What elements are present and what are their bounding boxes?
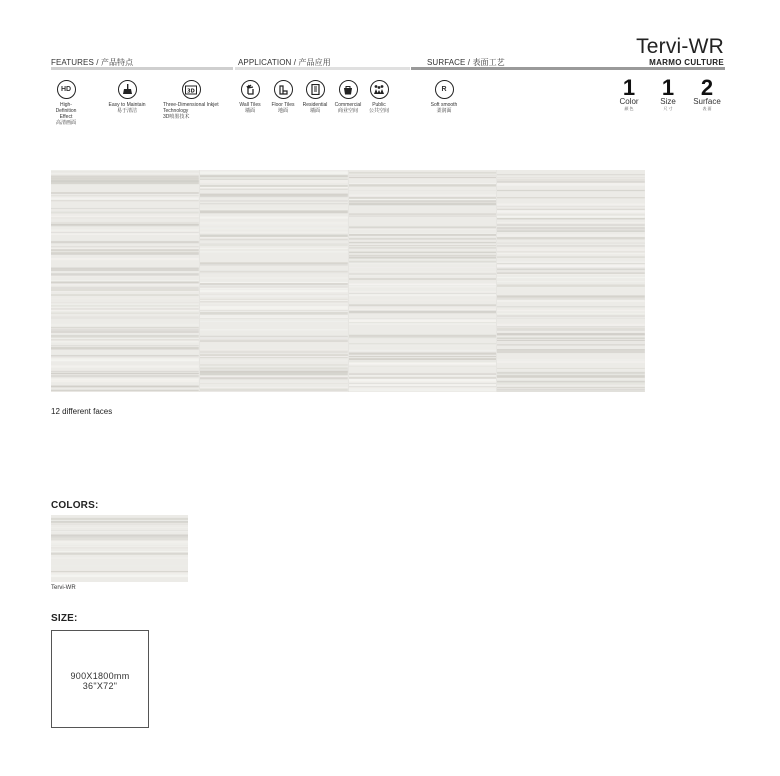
stat-color-label: Color [619, 97, 639, 106]
feature-label: Easy to Maintain [108, 102, 146, 108]
face-tile [51, 244, 199, 317]
stat-size-count: 1 [661, 75, 675, 100]
stat-size-label: Size [660, 97, 676, 106]
feature-3d-inkjet [163, 80, 219, 120]
application-residential [300, 80, 330, 114]
3d-icon [182, 80, 201, 99]
face-tile [349, 319, 497, 392]
face-tile [51, 170, 199, 243]
faces-grid [51, 170, 645, 392]
r-icon: R [435, 80, 454, 99]
brand-name: MARMO CULTURE [649, 58, 724, 67]
size-imperial: 36"X72" [82, 681, 118, 691]
application-label: Wall Tiles [239, 102, 261, 108]
application-section-heading: APPLICATION / 产品应用 [238, 58, 331, 67]
surface-label: Soft smooth [430, 102, 458, 108]
size-metric: 900X1800mm [70, 671, 130, 681]
application-label-cn: 墙面 [244, 108, 255, 114]
surface-section-heading: SURFACE / 表面工艺 [427, 58, 505, 67]
stat-surface [687, 75, 727, 112]
stat-surface-label-cn: 表 面 [702, 106, 712, 111]
face-tile [200, 244, 348, 317]
features-divider-bar [51, 67, 233, 70]
stat-size [648, 75, 688, 112]
surface-divider-bar [411, 67, 725, 70]
size-box [51, 630, 149, 728]
application-floor-tiles [268, 80, 298, 114]
face-tile [51, 319, 199, 392]
application-label-cn: 地面 [277, 108, 288, 114]
size-heading: SIZE: [51, 613, 78, 624]
floor-tiles-icon [274, 80, 293, 99]
face-tile [497, 170, 645, 243]
faces-caption: 12 different faces [51, 407, 113, 416]
face-tile [497, 319, 645, 392]
application-label-cn: 公共空间 [368, 108, 389, 114]
surface-soft-smooth [425, 80, 463, 114]
color-swatch-tervi-wr[interactable] [51, 515, 188, 582]
stat-color-label-cn: 颜 色 [624, 106, 634, 111]
face-tile [497, 244, 645, 317]
residential-icon [306, 80, 325, 99]
application-public [365, 80, 393, 114]
feature-label: Three-Dimensional Inkjet Technology [163, 102, 219, 114]
application-label: Commercial [334, 102, 362, 108]
face-tile [349, 244, 497, 317]
feature-label: High-Definition Effect [55, 102, 77, 120]
application-label: Residential [302, 102, 328, 108]
feature-label-cn: 3D喷墨技术 [163, 114, 190, 120]
face-tile [349, 170, 497, 243]
features-section-heading: FEATURES / 产品特点 [51, 58, 134, 67]
application-divider-bar [235, 67, 410, 70]
stat-surface-label: Surface [693, 97, 721, 106]
feature-label-cn: 易于清洁 [116, 108, 137, 114]
wall-tiles-icon [241, 80, 260, 99]
colors-heading: COLORS: [51, 500, 99, 511]
application-label: Floor Tiles [271, 102, 295, 108]
color-swatch-label: Tervi-WR [51, 585, 76, 591]
application-label-cn: 商业空间 [337, 108, 358, 114]
application-label: Public [372, 102, 386, 108]
svg-text:3D: 3D [187, 88, 195, 94]
stat-surface-count: 2 [700, 75, 714, 100]
application-wall-tiles [236, 80, 264, 114]
feature-label-cn: 高清画面 [55, 120, 76, 126]
face-tile [200, 319, 348, 392]
face-tile [200, 170, 348, 243]
feature-easy-maintain [104, 80, 150, 114]
public-icon [370, 80, 389, 99]
product-title: Tervi-WR [636, 35, 724, 58]
application-commercial [331, 80, 365, 114]
mop-icon [118, 80, 137, 99]
feature-hd [52, 80, 80, 126]
stat-color [609, 75, 649, 112]
stat-color-count: 1 [622, 75, 636, 100]
commercial-icon [339, 80, 358, 99]
stat-size-label-cn: 尺 寸 [663, 106, 673, 111]
application-label-cn: 墙面 [309, 108, 320, 114]
hd-icon: HD [57, 80, 76, 99]
surface-label-cn: 柔润面 [436, 108, 452, 114]
